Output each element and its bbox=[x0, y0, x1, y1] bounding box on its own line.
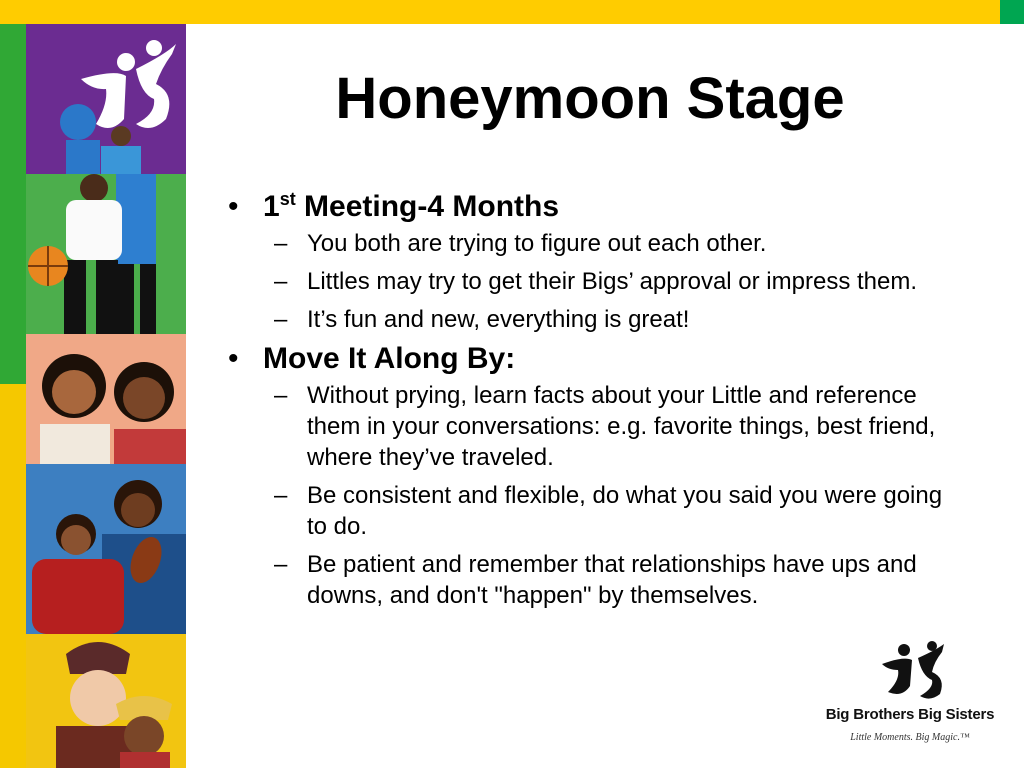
sub-bullet-text: You both are trying to figure out each other. bbox=[307, 230, 767, 257]
photo-collage bbox=[26, 24, 186, 768]
left-bar-yellow bbox=[0, 384, 26, 768]
bbbs-figures-icon bbox=[26, 24, 186, 174]
logo-tagline: Little Moments. Big Magic.™ bbox=[850, 732, 970, 743]
dash-icon: – bbox=[274, 551, 288, 578]
sub-bullet bbox=[222, 480, 957, 542]
bullet-label-sup: st bbox=[279, 189, 296, 209]
bbbs-logo bbox=[820, 640, 1000, 750]
left-bar-green bbox=[0, 24, 26, 384]
sub-bullet-text: Be consistent and flexible, do what you said you were going to do. bbox=[307, 482, 943, 540]
sub-bullet-text: Littles may try to get their Bigs’ approval or impress them. bbox=[307, 268, 918, 295]
bbbs-logo-figures-icon bbox=[820, 640, 1000, 704]
photo-panel-logo bbox=[26, 24, 186, 174]
sub-bullet bbox=[222, 380, 957, 473]
dash-icon: – bbox=[274, 482, 288, 509]
photo-panel-football bbox=[26, 464, 186, 634]
slide-body bbox=[222, 190, 982, 618]
sub-bullet-text: It’s fun and new, everything is great! bbox=[307, 306, 690, 333]
top-color-bar bbox=[0, 0, 1000, 24]
sub-bullet-text: Be patient and remember that relationships have ups and downs, and don't "happen" by themselves. bbox=[307, 551, 917, 609]
sub-bullet bbox=[222, 228, 957, 259]
bullet-label-rest: Meeting-4 Months bbox=[295, 190, 560, 223]
women-photo-icon bbox=[26, 334, 186, 464]
dash-icon: – bbox=[274, 382, 288, 409]
sub-bullet bbox=[222, 304, 957, 335]
bullet-label-main: 1 bbox=[263, 190, 280, 223]
slide-title: Honeymoon Stage bbox=[335, 66, 845, 131]
dash-icon: – bbox=[274, 230, 288, 257]
left-color-bar bbox=[0, 24, 26, 768]
photo-panel-basketball bbox=[26, 174, 186, 334]
bullet-label: Move It Along By: bbox=[263, 342, 516, 375]
dash-icon: – bbox=[274, 268, 288, 295]
photo-panel-women bbox=[26, 334, 186, 464]
basketball-photo-icon bbox=[26, 174, 186, 334]
dash-icon: – bbox=[274, 306, 288, 333]
bullet-icon: • bbox=[228, 190, 239, 223]
logo-name: Big Brothers Big Sisters bbox=[825, 706, 995, 723]
football-photo-icon bbox=[26, 464, 186, 634]
sub-bullet-text: Without prying, learn facts about your Little and reference them in your conversations: e.g. favorite things, best friend, where they’ve traveled. bbox=[307, 382, 936, 471]
photo-panel-winter bbox=[26, 634, 186, 768]
sub-bullet bbox=[222, 266, 957, 297]
bullet-move-it-along bbox=[222, 342, 982, 376]
top-right-accent bbox=[1000, 0, 1024, 24]
bullet-icon: • bbox=[228, 342, 239, 375]
winter-photo-icon bbox=[26, 634, 186, 768]
bullet-first-meeting bbox=[222, 190, 982, 224]
sub-bullet bbox=[222, 549, 957, 611]
